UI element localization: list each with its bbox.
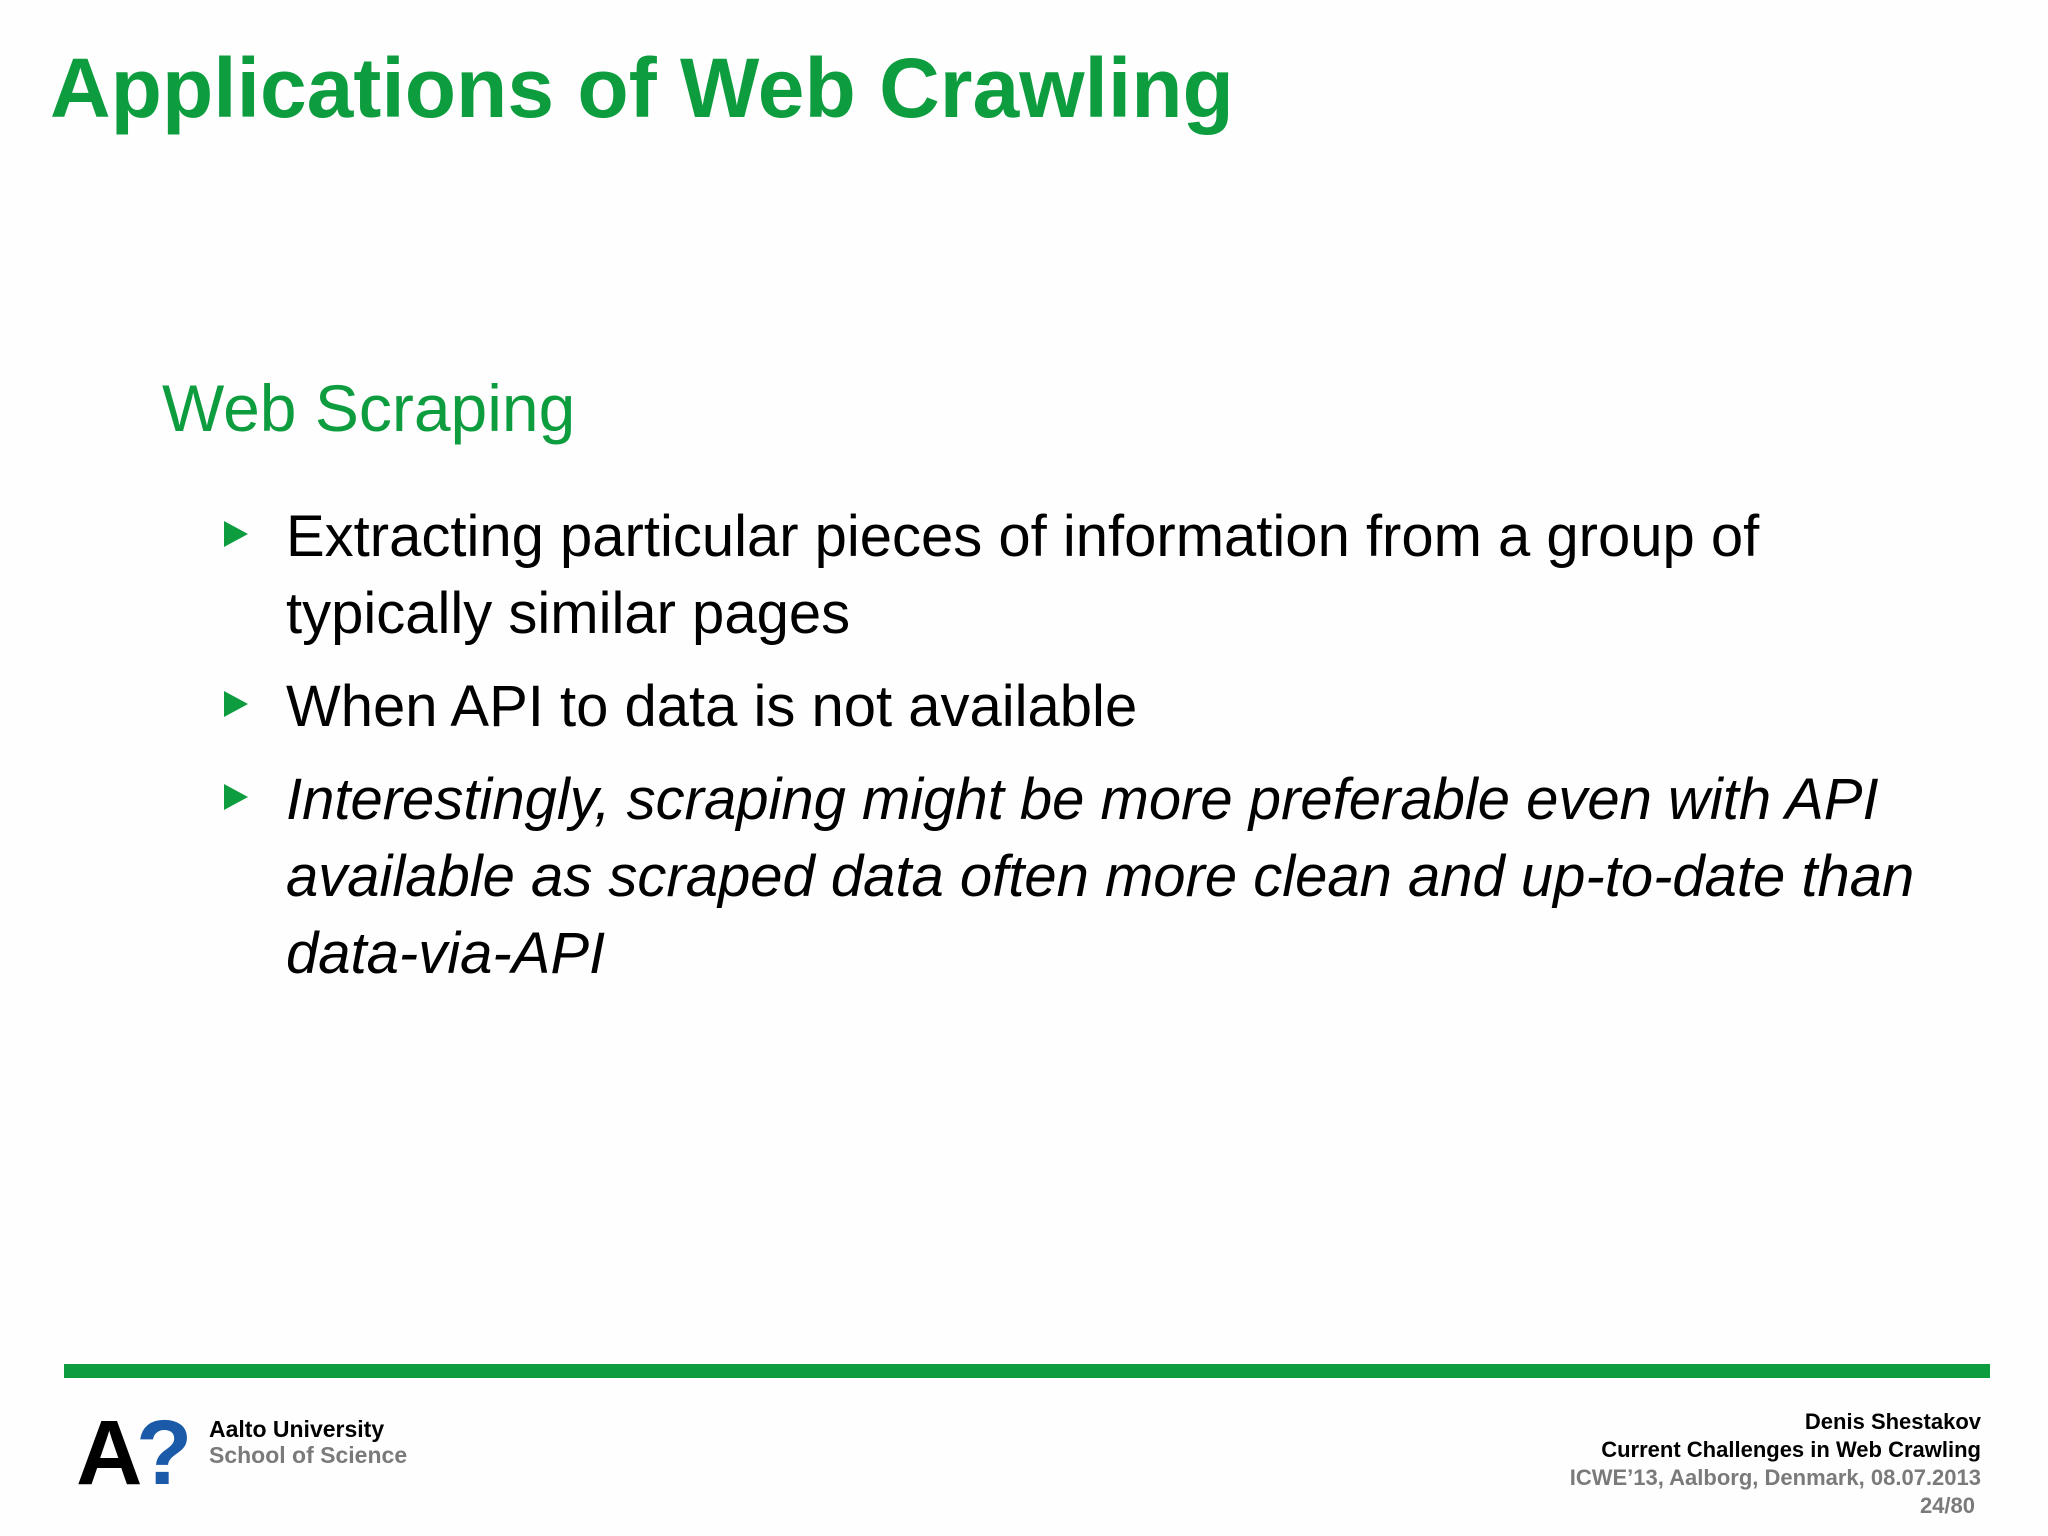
bullet-text: Interestingly, scraping might be more preferable even with API available as scraped data often more clean and up-to-date than data-via-API xyxy=(286,767,1915,986)
event-info: ICWE’13, Aalborg, Denmark, 08.07.2013 xyxy=(1569,1465,1981,1490)
bullet-text: Extracting particular pieces of information from a group of typically similar pages xyxy=(286,504,1760,646)
bullet-item xyxy=(224,498,1924,652)
bullet-item xyxy=(224,668,1924,745)
aalto-logo xyxy=(76,1414,192,1486)
university-block xyxy=(209,1416,407,1468)
bullet-list xyxy=(224,498,1924,1008)
triangle-right-icon xyxy=(224,691,248,717)
logo-letter-a: A xyxy=(76,1414,143,1486)
footer-divider xyxy=(64,1364,1990,1378)
logo-question-mark: ? xyxy=(136,1414,192,1486)
author-name: Denis Shestakov xyxy=(1804,1409,1981,1434)
triangle-right-icon xyxy=(224,784,248,810)
section-heading: Web Scraping xyxy=(162,371,576,445)
footer-info xyxy=(1570,1408,1981,1520)
university-name: Aalto University xyxy=(209,1416,385,1442)
page-number: 24/80 xyxy=(1919,1493,1975,1518)
bullet-item xyxy=(224,761,1924,992)
slide-title: Applications of Web Crawling xyxy=(50,41,1234,135)
bullet-text: When API to data is not available xyxy=(286,674,1138,739)
school-name: School of Science xyxy=(209,1442,408,1468)
triangle-right-icon xyxy=(224,521,248,547)
talk-title: Current Challenges in Web Crawling xyxy=(1601,1437,1981,1462)
